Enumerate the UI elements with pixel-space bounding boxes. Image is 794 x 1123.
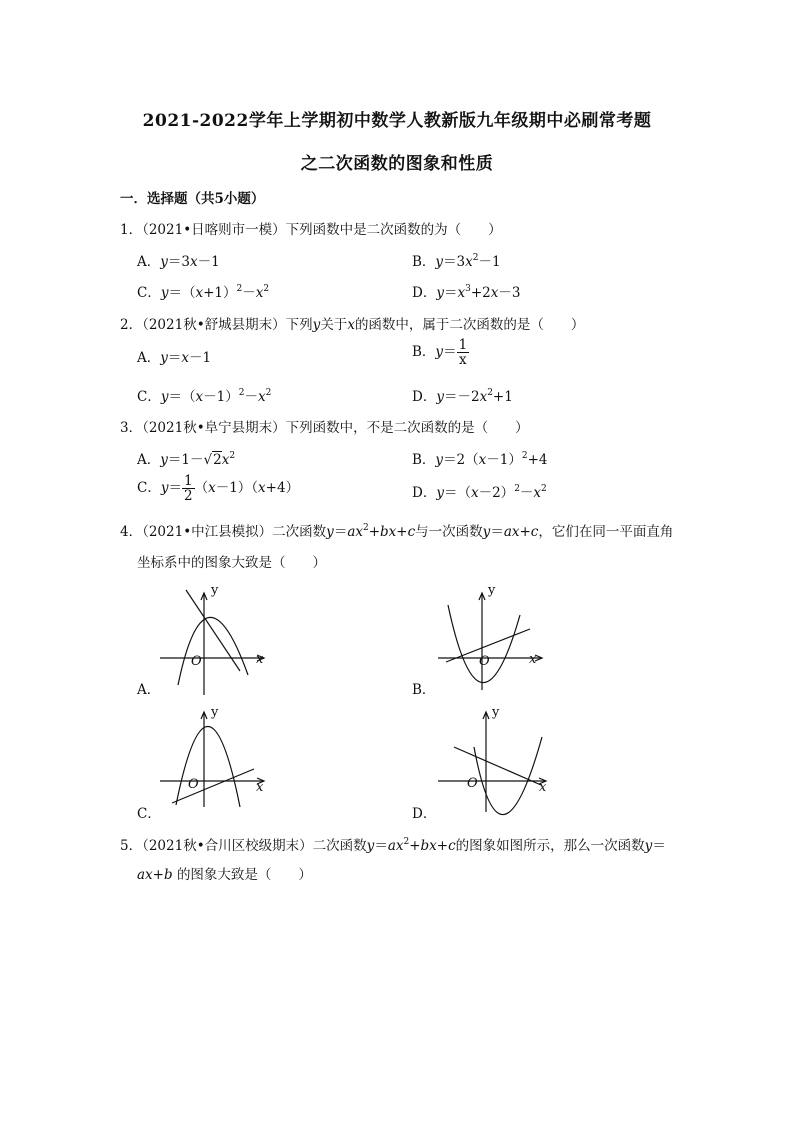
graph-c-x-label: x [256,780,264,795]
q1-option-a: A．y＝3x－1 [137,254,220,270]
graph-b-x-label: x [529,652,537,667]
graph-a-x-label: x [256,652,264,667]
graph-b-option-label: B． [412,682,436,698]
question-1-stem: 1．（2021•日喀则市一模）下列函数中是二次函数的为（ ） [120,222,502,238]
q3-option-d: D．$y=(x-2)^2-x^2$ [412,484,547,501]
graph-d-origin-label: O [467,776,478,791]
q2-option-c: C．$y=(x-1)^2-x^2$ [137,388,272,405]
q3-option-c: C．y＝ $\frac{1}{2}$ （x－1）（x+4） [137,473,300,504]
graph-option-b [438,585,548,695]
graph-c-origin-label: O [188,777,199,792]
page-title-line1: 2021-2022学年上学期初中数学人教新版九年级期中必刷常考题 [142,111,652,131]
q2-option-d: D．$y=-2x^2+1$ [412,388,513,405]
q2-option-b: B．y＝ $\frac{1}{x}$ [412,337,468,368]
question-4-stem: 4．（2021•中江县模拟）二次函数$y=ax^2+bx+c$与一次函数y＝ax+c，它们在同一平面直角 [120,523,674,540]
graph-option-a [160,585,270,695]
graph-b-origin-label: O [479,654,490,669]
graph-a-option-label: A． [137,682,161,698]
graph-d-x-label: x [539,780,547,795]
section-heading: 一．选择题（共5小题） [120,191,265,207]
graph-a-origin-label: O [191,654,202,669]
question-3-stem: 3．（2021秋•阜宁县期末）下列函数中，不是二次函数的是（ ） [120,420,529,436]
question-5-stem: 5．（2021秋•合川区校级期末）二次函数$y=ax^2+bx+c$的图象如图所示，那么一次函数y＝ [120,837,666,854]
q3-option-a: A．$y=1-√2x^2$ [137,451,236,468]
q3-option-b: B．$y=2(x-1)^2+4$ [412,451,548,468]
graph-option-d [438,707,553,817]
graph-c-option-label: C． [137,806,161,822]
q2-option-a: A．y＝x－1 [137,350,212,366]
page-title-line2: 之二次函数的图象和性质 [300,154,494,174]
q1-option-d: D．$y=x^3+2x-3$ [412,284,521,301]
graph-a-y-label: y [211,583,219,598]
graph-d-option-label: D． [412,806,437,822]
question-2-stem: 2．（2021秋•舒城县期末）下列y关于x的函数中，属于二次函数的是（ ） [120,317,585,333]
question-5-stem-cont: ax+b 的图象大致是（ ） [137,867,312,883]
graph-c-y-label: y [211,705,219,720]
q1-option-b: B．$y=3x^2-1$ [412,253,501,270]
graph-b-y-label: y [488,583,496,598]
question-4-stem-cont: 坐标系中的图象大致是（ ） [137,555,326,571]
q1-option-c: C．$y=(x+1)^2-x^2$ [137,284,270,301]
graph-d-y-label: y [492,705,500,720]
graph-option-c [160,707,270,817]
